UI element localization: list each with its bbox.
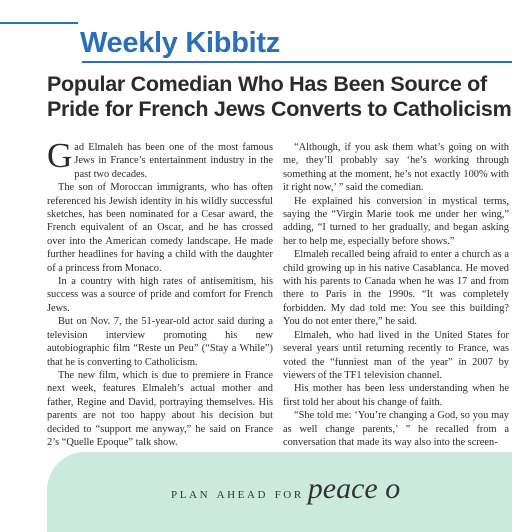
article-paragraph: Elmaleh, who had lived in the United States for several years until returning recently to France, was voted the “funniest man of the year” in 2007 by viewers of the TF1 television channel. <box>283 329 509 381</box>
column-title: Weekly Kibbitz <box>80 27 280 59</box>
article-paragraph: He explained his conversion in mystical terms, saying the “Virgin Marie took me under her wing,” adding, “I turned to her gradually, and began asking her to help me, especially before shows.” <box>283 195 509 247</box>
header-rule-right <box>82 61 512 63</box>
article-paragraph: “She told me: ‘You’re changing a God, so you may as well change parents,’ ” he recalled from a conversation that made its way also into the screen- <box>283 410 509 448</box>
article-paragraph: The son of Moroccan immigrants, who has often referenced his Jewish identity in his wildly successful sketches, has been nominated for a Cesar award, the French equivalent of an Oscar, and he has crossed over into the American comedy landscape. He made further headlines for having a child with the daughter of a princess from Monaco. <box>47 182 273 274</box>
drop-cap: G <box>47 136 73 175</box>
header-rule-left <box>0 22 78 24</box>
article-paragraph: The new film, which is due to premiere in France next week, features Elmaleh’s actual mother and father, Regine and David, portraying themselves. His parents are not too happy about his decision but decided to “support me anyway,” he said on France 2’s “Quelle Epoque” talk show. <box>47 369 273 448</box>
article-paragraph: But on Nov. 7, the 51-year-old actor said during a television interview promoting his new autobiographic film “Reste un Peu” (“Stay a While”) that he is converting to Catholicism. <box>47 316 273 368</box>
ad-caps-text: plan ahead for <box>171 485 304 502</box>
article-paragraph: “Although, if you ask them what’s going on with me, they’ll probably say ‘he’s working through something at the moment, he’s not exactly 100% with it right now,’ ” said the comedian. <box>283 142 509 194</box>
article-column-right <box>283 141 509 449</box>
advertisement-text <box>171 472 400 506</box>
article-headline: Popular Comedian Who Has Been Source of Pride for French Jews Converts to Catholicism <box>47 72 512 121</box>
ad-script-text: peace o <box>307 472 401 505</box>
article-paragraph: Gad Elmaleh has been one of the most famous Jews in France’s entertainment industry in the past two decades. <box>47 136 273 180</box>
article-column-left <box>47 136 273 449</box>
article-paragraph: In a country with high rates of antisemitism, his success was a source of pride and comfort for French Jews. <box>47 276 273 314</box>
article-paragraph: Elmaleh recalled being afraid to enter a church as a child growing up in his native Casablanca. He moved with his parents to Canada when he was 17 and from there to Paris in the 1990s. “It was completely forbidden. My dad told me: You see this building? You do not enter there,” he said. <box>283 249 509 328</box>
article-paragraph: His mother has been less understanding when he first told her about his change of faith. <box>283 383 509 408</box>
